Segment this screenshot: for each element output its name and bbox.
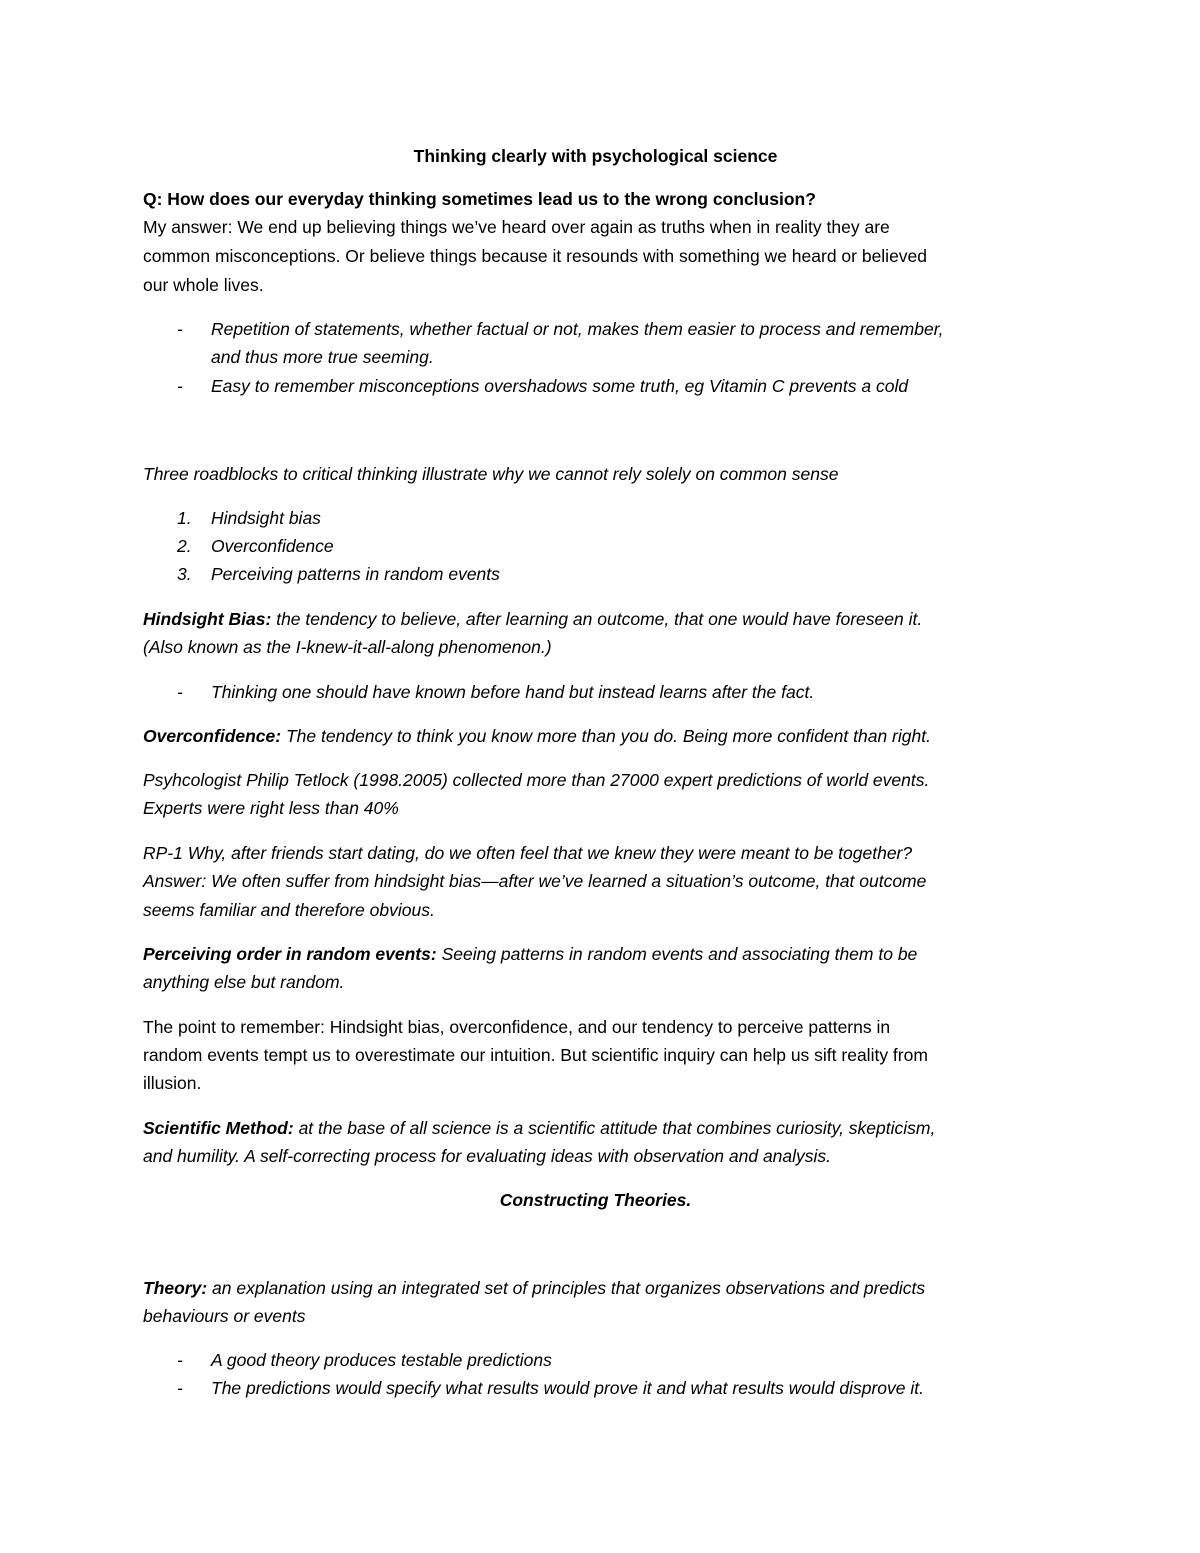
perceiving-def: Seeing patterns in random events and associating them to be: [436, 944, 918, 964]
answer-line-2: common misconceptions. Or believe things because it resounds with something we heard or believed: [143, 246, 928, 266]
list-number: 3.: [177, 564, 192, 584]
rp1-line-2: Answer: We often suffer from hindsight bias—after we’ve learned a situation’s outcome, that outcome: [143, 871, 927, 891]
overconfidence-term: Overconfidence:: [143, 726, 282, 746]
dash-marker: -: [177, 319, 183, 339]
list-text: Overconfidence: [211, 536, 334, 556]
bullet-text: Easy to remember misconceptions overshadows some truth, eg Vitamin C prevents a cold: [211, 376, 909, 396]
point-line-2: random events tempt us to overestimate our intuition. But scientific inquiry can help us sift reality from: [143, 1045, 928, 1065]
answer-line-3: our whole lives.: [143, 275, 264, 295]
document-page: [143, 0, 1048, 1553]
scientific-method-definition: [143, 1117, 935, 1139]
tetlock-line-2: Experts were right less than 40%: [143, 798, 399, 818]
section-heading: Constructing Theories.: [499, 1190, 692, 1210]
perceiving-term: Perceiving order in random events:: [143, 944, 437, 964]
bullet-text: The predictions would specify what results would prove it and what results would disprove it.: [211, 1378, 924, 1398]
dash-marker: -: [177, 1378, 183, 1398]
hindsight-definition: [143, 608, 922, 630]
list-number: 2.: [177, 536, 192, 556]
rp1-line-1: RP-1 Why, after friends start dating, do we often feel that we knew they were meant to be together?: [143, 843, 913, 863]
perceiving-definition-line-2: anything else but random.: [143, 972, 345, 992]
dash-marker: -: [177, 682, 183, 702]
bullet-text: and thus more true seeming.: [211, 347, 434, 367]
perceiving-definition: [143, 943, 917, 965]
answer-line-1: My answer: We end up believing things we’ve heard over again as truths when in reality they are: [143, 217, 890, 237]
theory-def: an explanation using an integrated set of principles that organizes observations and predicts: [207, 1278, 926, 1298]
bullet-text: Repetition of statements, whether factual or not, makes them easier to process and remember,: [211, 319, 944, 339]
theory-definition: [143, 1277, 925, 1299]
tetlock-line-1: Psyhcologist Philip Tetlock (1998.2005) collected more than 27000 expert predictions of world events.: [143, 770, 930, 790]
page-title: Thinking clearly with psychological science: [413, 146, 778, 166]
hindsight-definition-line-2: (Also known as the I-knew-it-all-along phenomenon.): [143, 637, 552, 657]
dash-marker: -: [177, 376, 183, 396]
rp1-line-3: seems familiar and therefore obvious.: [143, 900, 435, 920]
list-text: Hindsight bias: [211, 508, 321, 528]
scientific-method-def: at the base of all science is a scientific attitude that combines curiosity, skepticism,: [293, 1118, 936, 1138]
question-heading: Q: How does our everyday thinking sometimes lead us to the wrong conclusion?: [143, 189, 816, 209]
scientific-method-line-2: and humility. A self-correcting process for evaluating ideas with observation and analysis.: [143, 1146, 832, 1166]
bullet-text: Thinking one should have known before hand but instead learns after the fact.: [211, 682, 815, 702]
hindsight-term: Hindsight Bias:: [143, 609, 272, 629]
scientific-method-term: Scientific Method:: [143, 1118, 294, 1138]
theory-definition-line-2: behaviours or events: [143, 1306, 306, 1326]
list-number: 1.: [177, 508, 192, 528]
point-line-1: The point to remember: Hindsight bias, overconfidence, and our tendency to perceive patterns in: [143, 1017, 891, 1037]
list-text: Perceiving patterns in random events: [211, 564, 500, 584]
bullet-text: A good theory produces testable predictions: [211, 1350, 552, 1370]
overconfidence-def: The tendency to think you know more than you do. Being more confident than right.: [281, 726, 931, 746]
overconfidence-definition: [143, 725, 931, 747]
hindsight-def: the tendency to believe, after learning an outcome, that one would have foreseen it.: [271, 609, 923, 629]
dash-marker: -: [177, 1350, 183, 1370]
theory-term: Theory:: [143, 1278, 208, 1298]
point-line-3: illusion.: [143, 1073, 202, 1093]
roadblocks-intro: Three roadblocks to critical thinking illustrate why we cannot rely solely on common sense: [143, 464, 839, 484]
